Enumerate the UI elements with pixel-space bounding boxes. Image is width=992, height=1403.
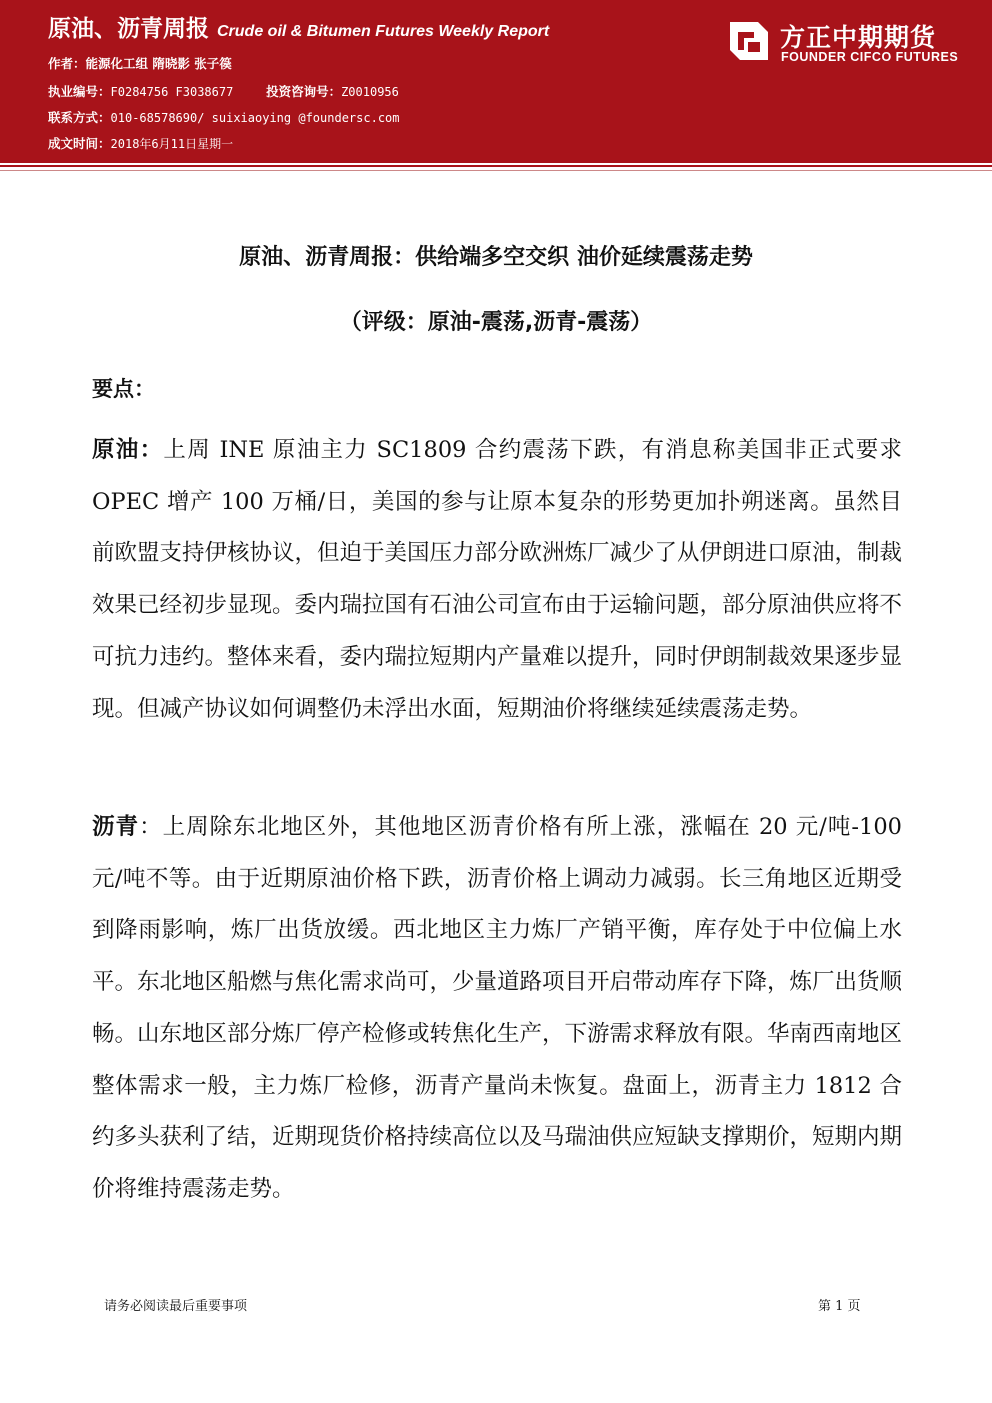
author-label: 作者： [48,56,86,71]
bitumen-text: ：上周除东北地区外，其他地区沥青价格有所上涨，涨幅在 20 元/吨-100 元/吨不等。由于近期原油价格下跌，沥青价格上调动力减弱。长三角地区近期受到降雨影响，炼厂出货放缓。西北地区主力炼厂产销平衡，库存处于中位偏上水平。东北地区船燃与焦化需求尚可，少量道路项目开启带动库存下降，炼厂出货顺畅。山东地区部分炼厂停产检修或转焦化生产，下游需求释放有限。华南西南地区整体需求一般，主力炼厂检修，沥青产量尚未恢复。盘面上，沥青主力 1812 合约多头获利了结，近期现货价格持续高位以及马瑞油供应短缺支撑期价，短期内期价将维持震荡走势。 [92,814,903,1202]
report-header [0,0,992,163]
date-value: 2018年6月11日星期一 [110,137,234,151]
license-label: 执业编号： [48,84,111,99]
header-divider-thin [0,170,992,171]
logo-name-cn: 方正中期期货 [780,23,937,52]
logo-name-en: FOUNDER CIFCO FUTURES [781,50,959,64]
report-title-bar [48,10,549,43]
crude-oil-text: 上周 INE 原油主力 SC1809 合约震荡下跌，有消息称美国非正式要求 OPEC 增产 100 万桶/日，美国的参与让原本复杂的形势更加扑朔迷离。虽然目前欧盟支持伊核协议，但迫于美国压力部分欧洲炼厂减少了从伊朗进口原油，制裁效果已经初步显现。委内瑞拉国有石油公司宣布由于运输问题，部分原油供应将不可抗力违约。整体来看，委内瑞拉短期内产量难以提升，同时伊朗制裁效果逐步显现。但减产协议如何调整仍未浮出水面，短期油价将继续延续震荡走势。 [92,437,903,722]
document-rating: （评级：原油-震荡,沥青-震荡） [339,310,653,335]
bitumen-paragraph [92,802,902,1216]
crude-oil-paragraph [92,425,902,735]
founder-logo-icon [728,20,770,62]
report-title-en: Crude oil & Bitumen Futures Weekly Report [217,23,550,40]
date-label: 成文时间： [48,136,111,151]
crude-oil-label: 原油： [92,437,164,463]
advisory-value: Z0010956 [341,85,399,99]
header-divider [0,165,992,167]
document-title: 原油、沥青周报：供给端多空交织 油价延续震荡走势 [239,245,753,270]
license-line [48,82,399,100]
author-value: 能源化工组 隋晓影 张子篌 [85,56,232,71]
author-line [48,54,232,72]
keypoints-heading: 要点： [92,377,155,401]
footer-notice: 请务必阅读最后重要事项 [104,1299,248,1314]
license-value: F0284756 F3038677 [110,85,234,99]
advisory-label: 投资咨询号： [266,84,342,99]
contact-label: 联系方式： [48,110,111,125]
footer-page-number: 第 1 页 [818,1299,861,1314]
contact-line [48,108,400,126]
report-title-cn: 原油、沥青周报 [48,16,209,42]
company-logo [728,18,978,68]
date-line [48,134,233,152]
contact-value: 010-68578690/ suixiaoying @foundersc.com [110,111,400,125]
bitumen-label: 沥青 [92,814,140,840]
